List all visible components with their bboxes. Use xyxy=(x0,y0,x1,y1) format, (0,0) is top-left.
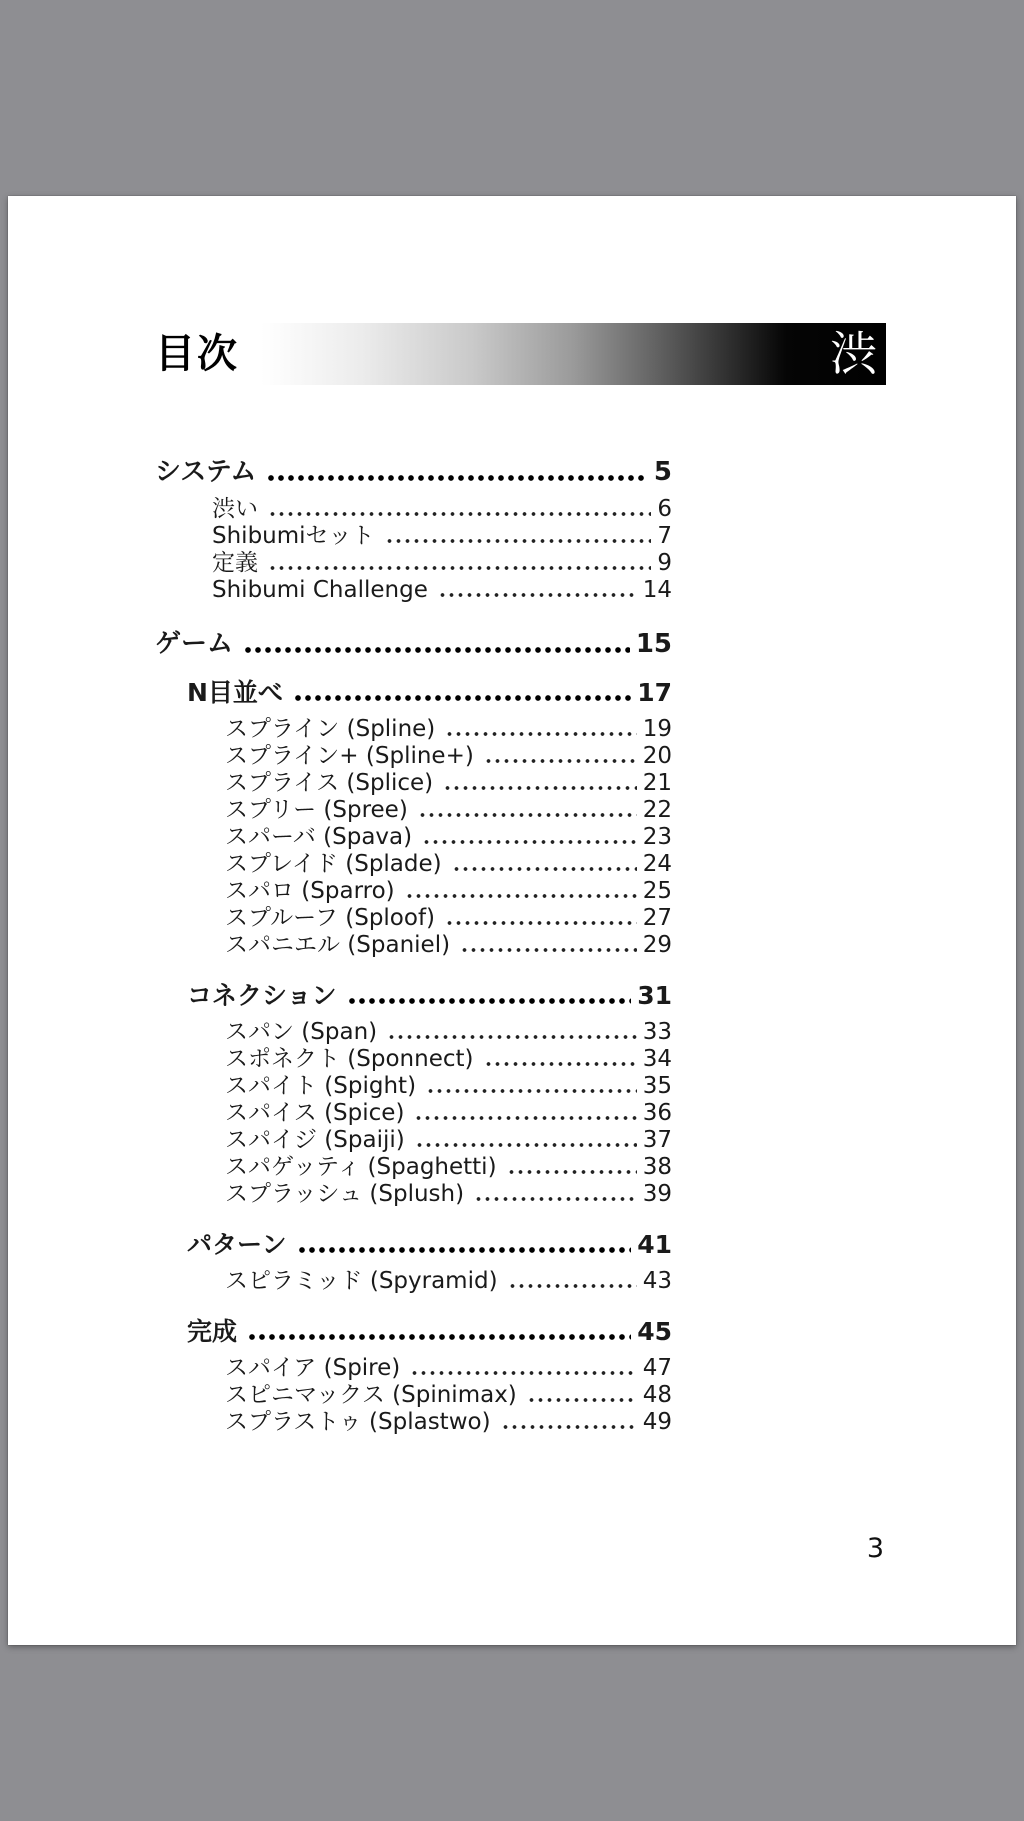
toc-entry[interactable] xyxy=(155,523,672,550)
toc-entry-page: 47 xyxy=(642,1355,672,1381)
toc-entry-page: 15 xyxy=(635,629,672,659)
toc-entry[interactable] xyxy=(155,1382,672,1409)
toc-entry-label: スパイジ (Spaiji) xyxy=(225,1127,405,1153)
toc-entry-label: Shibumiセット xyxy=(212,523,375,549)
toc-entry-label: スパイス (Spice) xyxy=(225,1100,405,1126)
toc-entry-page: 21 xyxy=(642,770,672,796)
toc-entry-label: スピラミッド (Spyramid) xyxy=(225,1268,498,1294)
toc-entry-page: 6 xyxy=(657,496,672,522)
toc-entry[interactable] xyxy=(155,797,672,824)
toc-entry-page: 33 xyxy=(642,1019,672,1045)
toc-leader-dots xyxy=(347,979,632,1013)
toc-leader-dots xyxy=(452,851,637,878)
toc-entry-label: スプリー (Spree) xyxy=(225,797,408,823)
toc-entry-page: 43 xyxy=(642,1268,672,1294)
toc-leader-dots xyxy=(247,1315,631,1349)
toc-entry-page: 27 xyxy=(642,905,672,931)
toc-entry-label: Shibumi Challenge xyxy=(212,577,428,603)
toc-entry-label: スプライス (Splice) xyxy=(225,770,434,796)
toc-header xyxy=(155,323,886,385)
toc-entry-page: 20 xyxy=(642,743,672,769)
toc-entry[interactable] xyxy=(155,932,672,959)
toc-leader-dots xyxy=(443,770,637,797)
toc-entry-page: 48 xyxy=(642,1382,672,1408)
toc-entry[interactable] xyxy=(155,716,672,743)
toc-entry[interactable] xyxy=(155,770,672,797)
toc-entry-page: 22 xyxy=(642,797,672,823)
page-number: 3 xyxy=(866,1533,884,1564)
toc-leader-dots xyxy=(445,716,636,743)
toc-leader-dots xyxy=(422,824,637,851)
toc-entry-label: 完成 xyxy=(187,1317,238,1346)
toc-entry-page: 37 xyxy=(642,1127,672,1153)
toc-entry-label: システム xyxy=(155,457,257,487)
toc-leader-dots xyxy=(297,1228,632,1262)
toc-entry[interactable] xyxy=(155,626,672,662)
toc-leader-dots xyxy=(415,1127,637,1154)
toc-entry-label: スパロ (Sparro) xyxy=(225,878,395,904)
toc-entry[interactable] xyxy=(155,454,672,490)
toc-entry-page: 9 xyxy=(657,550,672,576)
toc-leader-dots xyxy=(266,454,648,490)
toc-entry-page: 14 xyxy=(642,577,672,603)
toc-entry-page: 17 xyxy=(637,678,672,707)
toc-entry-label: ゲーム xyxy=(155,629,234,659)
toc-entry-label: スパニエル (Spaniel) xyxy=(225,932,451,958)
toc-entry-label: パターン xyxy=(187,1230,287,1259)
toc-entry-label: スピニマックス (Spinimax) xyxy=(225,1382,517,1408)
toc-entry-label: 渋い xyxy=(212,496,258,522)
toc-leader-dots xyxy=(484,743,637,770)
toc-entry-label: スプライン+ (Spline+) xyxy=(225,743,474,769)
toc-entry[interactable] xyxy=(155,743,672,770)
toc-leader-dots xyxy=(508,1268,637,1295)
toc-entry-label: スプライン (Spline) xyxy=(225,716,436,742)
toc-entry[interactable] xyxy=(155,905,672,932)
toc-leader-dots xyxy=(418,797,637,824)
toc-leader-dots xyxy=(527,1382,637,1409)
toc-entry-page: 29 xyxy=(642,932,672,958)
toc-entry-page: 39 xyxy=(642,1181,672,1207)
document-page xyxy=(8,196,1016,1645)
toc-entry-page: 31 xyxy=(637,981,672,1010)
toc-entry-page: 49 xyxy=(642,1409,672,1435)
toc-entry-label: コネクション xyxy=(187,981,337,1010)
toc-entry-page: 19 xyxy=(642,716,672,742)
toc-entry[interactable] xyxy=(155,1228,672,1262)
toc-entry[interactable] xyxy=(155,1409,672,1436)
toc-entry-label: スプラストゥ (Splastwo) xyxy=(225,1409,491,1435)
toc-leader-dots xyxy=(438,577,637,604)
toc-leader-dots xyxy=(501,1409,637,1436)
toc-leader-dots xyxy=(484,1046,637,1073)
toc-entry[interactable] xyxy=(155,1355,672,1382)
toc-entry[interactable] xyxy=(155,878,672,905)
toc-entry-label: スプルーフ (Sploof) xyxy=(225,905,436,931)
toc-entry[interactable] xyxy=(155,1046,672,1073)
toc-leader-dots xyxy=(243,626,630,662)
toc-entry-label: スポネクト (Sponnect) xyxy=(225,1046,474,1072)
toc-leader-dots xyxy=(405,878,637,905)
toc-entry[interactable] xyxy=(155,851,672,878)
toc-entry[interactable] xyxy=(155,676,672,710)
shibumi-brand-character: 渋 xyxy=(830,326,877,382)
toc-leader-dots xyxy=(387,1019,637,1046)
toc-leader-dots xyxy=(410,1355,636,1382)
toc-leader-dots xyxy=(507,1154,637,1181)
toc-leader-dots xyxy=(268,496,651,523)
toc-entry-page: 5 xyxy=(653,457,672,487)
toc-entry-page: 36 xyxy=(642,1100,672,1126)
toc-entry[interactable] xyxy=(155,824,672,851)
toc-entry-page: 38 xyxy=(642,1154,672,1180)
header-gradient-bar xyxy=(261,323,886,385)
toc-entry[interactable] xyxy=(155,1268,672,1295)
toc-leader-dots xyxy=(385,523,652,550)
toc-entry-label: 定義 xyxy=(212,550,258,576)
toc-entry[interactable] xyxy=(155,979,672,1013)
toc-leader-dots xyxy=(293,676,631,710)
toc-entry[interactable] xyxy=(155,550,672,577)
toc-entry-label: スパーバ (Spava) xyxy=(225,824,413,850)
toc-entry-page: 23 xyxy=(642,824,672,850)
toc-list xyxy=(155,454,672,1436)
toc-entry-page: 7 xyxy=(657,523,672,549)
toc-entry-page: 35 xyxy=(642,1073,672,1099)
toc-entry-label: スプレイド (Splade) xyxy=(225,851,442,877)
toc-leader-dots xyxy=(414,1100,636,1127)
toc-entry[interactable] xyxy=(155,1100,672,1127)
toc-entry-label: N目並べ xyxy=(187,678,283,707)
toc-leader-dots xyxy=(445,905,637,932)
toc-entry[interactable] xyxy=(155,1315,672,1349)
toc-entry-label: スパン (Span) xyxy=(225,1019,378,1045)
toc-leader-dots xyxy=(460,932,637,959)
toc-leader-dots xyxy=(426,1073,637,1100)
toc-entry[interactable] xyxy=(155,496,672,523)
toc-leader-dots xyxy=(474,1181,637,1208)
toc-entry-page: 41 xyxy=(637,1230,672,1259)
toc-entry-page: 25 xyxy=(642,878,672,904)
toc-entry[interactable] xyxy=(155,1073,672,1100)
toc-entry-label: スパイト (Spight) xyxy=(225,1073,417,1099)
toc-entry-label: スパイア (Spire) xyxy=(225,1355,401,1381)
toc-entry[interactable] xyxy=(155,1019,672,1046)
toc-entry-page: 45 xyxy=(637,1317,672,1346)
page-title: 目次 xyxy=(155,331,239,377)
toc-entry-label: スパゲッティ (Spaghetti) xyxy=(225,1154,497,1180)
toc-entry[interactable] xyxy=(155,1181,672,1208)
toc-entry-page: 34 xyxy=(642,1046,672,1072)
toc-entry-label: スプラッシュ (Splush) xyxy=(225,1181,465,1207)
toc-entry-page: 24 xyxy=(642,851,672,877)
toc-entry[interactable] xyxy=(155,1127,672,1154)
toc-leader-dots xyxy=(268,550,651,577)
toc-entry[interactable] xyxy=(155,1154,672,1181)
toc-entry[interactable] xyxy=(155,577,672,604)
